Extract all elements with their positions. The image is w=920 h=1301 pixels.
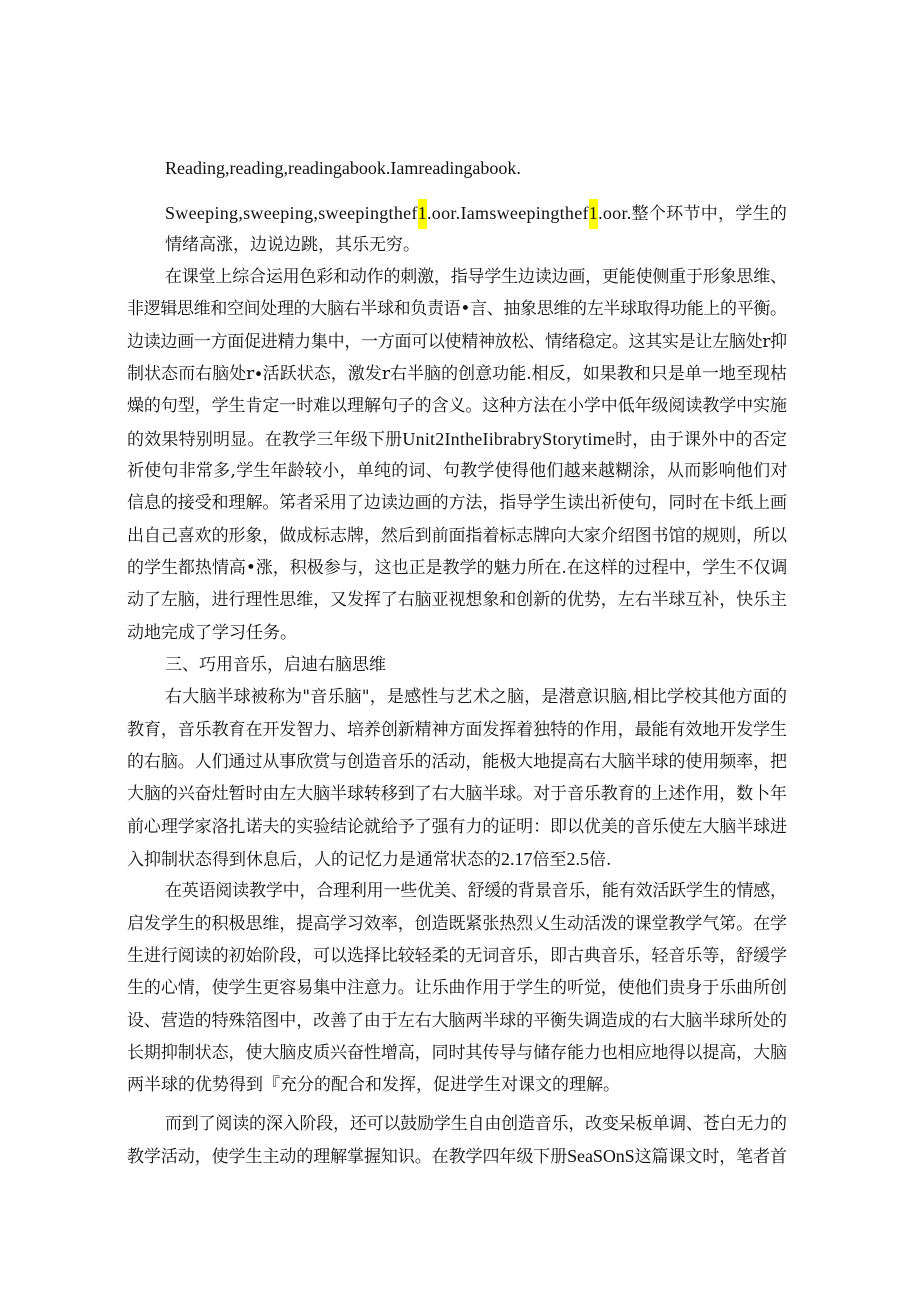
text-segment: 大脑的兴奋灶暂时由左大脑半球转移到了右大脑半球。对于音乐教育的上述作用，数卜年 xyxy=(127,784,787,804)
text-segment: 这篇课文时，笔者首 xyxy=(634,1147,787,1167)
text-line xyxy=(127,396,787,418)
text-segment: 启发学生的积极思维，提高学习效率，创造既紧张热烈乂生动活泼的课堂教学气笫。在学 xyxy=(127,914,787,934)
text-line xyxy=(127,784,787,806)
section-heading xyxy=(165,655,386,677)
text-line xyxy=(127,623,297,645)
text-segment: 长期抑制状态，使大脑皮质兴奋性增高，同时其传导与储存能力也相应地得以提高，大脑 xyxy=(127,1043,787,1063)
text-segment: 生进行阅读的初始阶段，可以选择比较轻柔的无词音乐，即古典音乐，轻音乐等，舒缓学 xyxy=(127,946,787,966)
text-line xyxy=(127,526,787,548)
text-line xyxy=(165,881,787,903)
text-line xyxy=(127,752,787,774)
text-segment: 前心理学家洛扎诺夫的实验结论就给予了强有力的证明：即以优美的音乐使左大脑半球进 xyxy=(127,817,787,837)
text-segment: 整个环节中，学生的 xyxy=(631,204,788,224)
text-line xyxy=(127,720,787,742)
text-segment: 时，由于课外中的否定 xyxy=(615,430,788,450)
text-line xyxy=(127,364,787,386)
text-segment: 祈使句非常多,学生年龄较小，单纯的词、句教学使得他们越来越糊涂，从而影响他们对 xyxy=(127,461,788,481)
text-segment: .oor.Iamsweepingthef xyxy=(427,203,589,223)
text-segment: 动地完成了学习任务。 xyxy=(127,623,297,643)
highlighted-text: 1 xyxy=(589,199,598,229)
text-segment: SeaSOnS xyxy=(567,1146,635,1166)
text-segment: 设、营造的特殊箔图中，改善了由于左右大脑两半球的平衡失调造成的右大脑半球所处的 xyxy=(127,1011,787,1031)
text-segment: 边读边画一方面促进精力集中，一方面可以使精神放松、情绪稳定。这其实是让左脑处r抑 xyxy=(127,332,787,352)
text-line xyxy=(165,235,420,257)
text-segment: 非逻辑思维和空间处理的大脑右半球和负责语•言、抽象思维的左半球取得功能上的平衡。 xyxy=(127,299,787,319)
text-segment: Sweeping,sweeping,sweepingthef xyxy=(165,203,418,223)
text-segment: 的右脑。人们通过从事欣赏与创造音乐的活动，能极大地提高右大脑半球的使用频率，把 xyxy=(127,752,787,772)
text-line xyxy=(127,817,787,839)
text-segment: 两半球的优势得到『充分的配合和发挥，促进学生对课文的理解。 xyxy=(127,1075,620,1095)
text-segment: 右大脑半球被称为"音乐脑"，是感性与艺术之脑，是潜意识脑,相比学校其他方面的 xyxy=(165,687,788,707)
text-segment: 的效果特别明显。在教学三年级下册 xyxy=(127,430,403,450)
text-segment: 2.5 xyxy=(566,849,589,869)
text-segment: 制状态而右脑处r∙活跃状态，激发r右半脑的创意功能.相反，如果教和只是单一地至现枯 xyxy=(127,364,788,384)
text-line xyxy=(127,493,787,515)
text-line xyxy=(165,267,787,289)
text-segment: 动了左脑，进行理性思维，又发挥了右脑亚视想象和创新的优势，左右半球互补，快乐主 xyxy=(127,590,787,610)
text-line xyxy=(127,332,787,354)
text-segment: 在英语阅读教学中，合理利用一些优美、舒缓的背景音乐，能有效活跃学生的情感， xyxy=(165,881,787,901)
text-line xyxy=(127,1146,787,1168)
text-line xyxy=(127,1011,787,1033)
text-segment: .oor. xyxy=(598,203,632,223)
text-line xyxy=(127,461,788,483)
text-line xyxy=(165,158,521,180)
text-line xyxy=(127,1043,787,1065)
text-segment: 生的心情，使学生更容易集中注意力。让乐曲作用于学生的听觉，使他们贵身于乐曲所创 xyxy=(127,978,787,998)
text-line xyxy=(127,946,787,968)
text-line xyxy=(127,849,611,871)
text-line xyxy=(127,299,787,321)
text-line xyxy=(165,687,787,709)
text-segment: 教学活动，使学生主动的理解掌握知识。在教学四年级下册 xyxy=(127,1147,568,1167)
text-segment: 教育，音乐教育在开发智力、培养创新精神方面发挥着独特的作用，最能有效地开发学生 xyxy=(127,720,787,740)
text-segment: 燥的句型，学生肯定一时难以理解句子的含义。这种方法在小学中低年级阅读教学中实施 xyxy=(127,396,787,416)
text-segment: 入抑制状态得到休息后，人的记忆力是通常状态的 xyxy=(127,850,501,870)
text-line xyxy=(127,978,787,1000)
text-segment: 2.17 xyxy=(501,849,533,869)
text-segment: 情绪高涨，边说边跳，其乐无穷。 xyxy=(165,235,420,255)
text-line xyxy=(127,558,787,580)
text-segment: 而到了阅读的深入阶段，还可以鼓励学生自由创造音乐，改变呆板单调、苍白无力的 xyxy=(165,1114,787,1134)
text-segment: Unit2IntheIibrabryStorytime xyxy=(402,429,616,449)
text-segment: 倍至 xyxy=(532,850,567,870)
text-segment: 在课堂上综合运用色彩和动作的刺激，指导学生边读边画，更能使侧重于形象思维、 xyxy=(165,267,787,287)
text-line xyxy=(127,914,787,936)
text-line xyxy=(165,203,787,225)
highlighted-text: 1 xyxy=(418,199,427,229)
text-line xyxy=(165,1114,787,1136)
text-line xyxy=(127,590,787,612)
text-segment: 出自己喜欢的形象，做成标志牌，然后到前面指着标志牌向大家介绍图书馆的规则，所以 xyxy=(127,526,787,546)
text-line xyxy=(127,429,787,451)
text-segment: Reading,reading,readingabook.Iamreadingabook. xyxy=(165,158,521,178)
text-segment: 信息的接受和理解。笫者采用了边读边画的方法，指导学生读出祈使句，同时在卡纸上画 xyxy=(127,493,787,513)
text-segment: 的学生都热情高•涨，积极参与，这也正是教学的魅力所在.在这样的过程中，学生不仅调 xyxy=(127,558,788,578)
text-segment: 倍. xyxy=(589,850,612,870)
text-line xyxy=(127,1075,620,1097)
text-segment: 三、巧用音乐，启迪右脑思维 xyxy=(165,655,386,675)
